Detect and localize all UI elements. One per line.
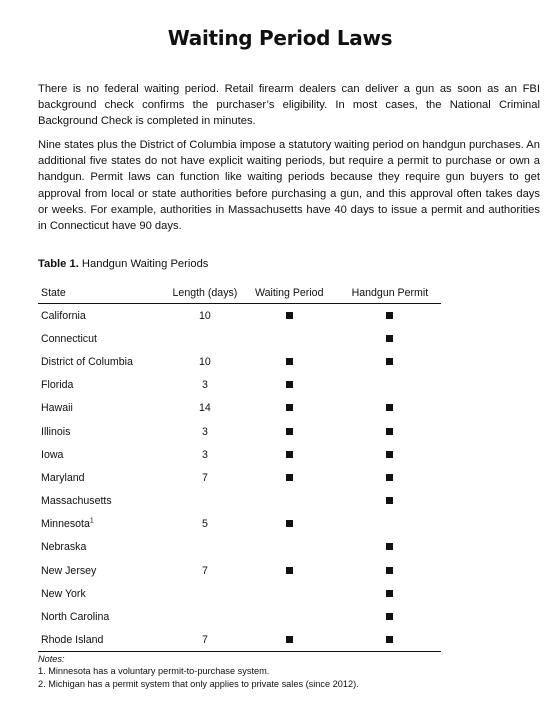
table-caption bbox=[38, 258, 208, 270]
cell-handgun-permit bbox=[339, 443, 441, 466]
black-square-icon bbox=[286, 567, 293, 574]
cell-handgun-permit bbox=[339, 466, 441, 489]
cell-handgun-permit bbox=[339, 536, 441, 559]
cell-length-days bbox=[170, 327, 239, 350]
black-square-icon bbox=[386, 451, 393, 458]
cell-waiting-period bbox=[240, 605, 339, 628]
cell-handgun-permit bbox=[339, 490, 441, 513]
table-row bbox=[38, 374, 441, 397]
note-item: 2. Michigan has a permit system that only applies to private sales (since 2012). bbox=[38, 678, 359, 689]
table-caption-label: Table 1. bbox=[38, 258, 79, 270]
notes-label: Notes: bbox=[38, 654, 65, 664]
table-row bbox=[38, 397, 441, 420]
table-row bbox=[38, 327, 441, 350]
table-row bbox=[38, 490, 441, 513]
cell-waiting-period bbox=[240, 304, 339, 328]
cell-length-days bbox=[170, 605, 239, 628]
state-name: New Jersey bbox=[41, 564, 97, 577]
black-square-icon bbox=[386, 404, 393, 411]
cell-handgun-permit bbox=[339, 327, 441, 350]
state-name: Iowa bbox=[41, 448, 64, 461]
black-square-icon bbox=[386, 335, 393, 342]
state-name: Hawaii bbox=[41, 402, 73, 415]
cell-state bbox=[38, 350, 170, 373]
table-notes bbox=[38, 653, 359, 690]
column-header-handgun-permit: Handgun Permit bbox=[339, 283, 441, 304]
cell-handgun-permit bbox=[339, 420, 441, 443]
cell-handgun-permit bbox=[339, 629, 441, 652]
black-square-icon bbox=[286, 474, 293, 481]
cell-length-days bbox=[170, 490, 239, 513]
cell-waiting-period bbox=[240, 513, 339, 536]
black-square-icon bbox=[386, 567, 393, 574]
cell-state bbox=[38, 443, 170, 466]
cell-state bbox=[38, 559, 170, 582]
black-square-icon bbox=[386, 590, 393, 597]
cell-state bbox=[38, 374, 170, 397]
cell-state bbox=[38, 397, 170, 420]
cell-waiting-period bbox=[240, 327, 339, 350]
state-name: District of Columbia bbox=[41, 355, 133, 368]
black-square-icon bbox=[286, 520, 293, 527]
state-name: North Carolina bbox=[41, 611, 110, 624]
permit-paragraph: Nine states plus the District of Columbia impose a statutory waiting period on handgun purchases. An additional five states do not have explicit waiting periods, but require a permit to purchase or own a handgun. Permit laws can function like waiting periods because they require gun buyers to get approval from local or state authorities before purchasing a gun, and this approval often takes days or weeks. For example, authorities in Massachusetts have 40 days to issue a permit and authorities in Connecticut have 90 days. bbox=[38, 139, 540, 233]
table-row bbox=[38, 466, 441, 489]
cell-length-days: 3 bbox=[201, 425, 208, 438]
table-row bbox=[38, 582, 441, 605]
cell-state bbox=[38, 466, 170, 489]
state-name: Maryland bbox=[41, 471, 85, 484]
black-square-icon bbox=[286, 636, 293, 643]
cell-length-days bbox=[170, 582, 239, 605]
cell-state bbox=[38, 304, 170, 328]
cell-state bbox=[38, 420, 170, 443]
table-row bbox=[38, 350, 441, 373]
waiting-period-table bbox=[38, 283, 441, 652]
black-square-icon bbox=[286, 312, 293, 319]
cell-handgun-permit bbox=[339, 304, 441, 328]
cell-state bbox=[38, 582, 170, 605]
cell-length-days: 14 bbox=[199, 402, 211, 415]
cell-waiting-period bbox=[240, 629, 339, 652]
intro-paragraph: There is no federal waiting period. Retail firearm dealers can deliver a gun as soon as an FBI background check confirms the purchaser’s eligibility. In most cases, the National Criminal Background Check is completed in minutes. bbox=[38, 83, 540, 128]
black-square-icon bbox=[386, 358, 393, 365]
cell-waiting-period bbox=[240, 536, 339, 559]
state-name: Massachusetts bbox=[41, 495, 112, 508]
cell-waiting-period bbox=[240, 466, 339, 489]
cell-handgun-permit bbox=[339, 513, 441, 536]
state-name: Florida bbox=[41, 379, 74, 392]
table-header-row bbox=[38, 283, 441, 304]
table-row bbox=[38, 559, 441, 582]
cell-state bbox=[38, 536, 170, 559]
cell-state bbox=[38, 513, 170, 536]
state-name: Illinois bbox=[41, 425, 71, 438]
state-name: California bbox=[41, 309, 86, 322]
footnote-marker: 1 bbox=[89, 517, 94, 525]
black-square-icon bbox=[286, 358, 293, 365]
cell-length-days: 5 bbox=[201, 518, 208, 531]
cell-state bbox=[38, 629, 170, 652]
state-name: New York bbox=[41, 587, 86, 600]
cell-waiting-period bbox=[240, 443, 339, 466]
black-square-icon bbox=[286, 381, 293, 388]
black-square-icon bbox=[386, 613, 393, 620]
cell-length-days: 7 bbox=[170, 629, 239, 652]
cell-handgun-permit bbox=[339, 582, 441, 605]
black-square-icon bbox=[386, 474, 393, 481]
table-row bbox=[38, 443, 441, 466]
column-header-state: State bbox=[38, 283, 170, 304]
cell-handgun-permit bbox=[339, 374, 441, 397]
state-name: Minnesota bbox=[41, 518, 90, 531]
black-square-icon bbox=[286, 404, 293, 411]
cell-length-days: 7 bbox=[201, 564, 208, 577]
cell-waiting-period bbox=[240, 420, 339, 443]
cell-state bbox=[38, 605, 170, 628]
cell-waiting-period bbox=[240, 582, 339, 605]
cell-handgun-permit bbox=[339, 605, 441, 628]
cell-length-days: 3 bbox=[201, 448, 208, 461]
cell-length-days: 10 bbox=[199, 355, 211, 368]
table-row bbox=[38, 605, 441, 628]
cell-waiting-period bbox=[240, 350, 339, 373]
state-name: Rhode Island bbox=[41, 633, 104, 646]
cell-state bbox=[38, 327, 170, 350]
black-square-icon bbox=[386, 428, 393, 435]
cell-waiting-period bbox=[240, 559, 339, 582]
table-row bbox=[38, 536, 441, 559]
table-row bbox=[38, 304, 441, 328]
black-square-icon bbox=[386, 312, 393, 319]
table-row bbox=[38, 420, 441, 443]
black-square-icon bbox=[386, 543, 393, 550]
note-item: 1. Minnesota has a voluntary permit-to-purchase system. bbox=[38, 666, 270, 677]
cell-waiting-period bbox=[240, 397, 339, 420]
cell-length-days: 7 bbox=[201, 471, 208, 484]
cell-length-days: 3 bbox=[201, 379, 208, 392]
column-header-waiting-period: Waiting Period bbox=[240, 283, 339, 304]
black-square-icon bbox=[386, 497, 393, 504]
state-name: Nebraska bbox=[41, 541, 87, 554]
cell-state bbox=[38, 490, 170, 513]
cell-handgun-permit bbox=[339, 559, 441, 582]
black-square-icon bbox=[286, 451, 293, 458]
cell-handgun-permit bbox=[339, 350, 441, 373]
page-title: Waiting Period Laws bbox=[167, 26, 393, 50]
table-row bbox=[38, 513, 441, 536]
cell-handgun-permit bbox=[339, 397, 441, 420]
column-header-length: Length (days) bbox=[170, 283, 239, 304]
table-row bbox=[38, 629, 441, 652]
table-body bbox=[38, 304, 441, 652]
table-caption-text: Handgun Waiting Periods bbox=[78, 258, 209, 270]
black-square-icon bbox=[386, 636, 393, 643]
black-square-icon bbox=[286, 428, 293, 435]
cell-waiting-period bbox=[240, 374, 339, 397]
cell-length-days bbox=[170, 536, 239, 559]
cell-length-days: 10 bbox=[199, 309, 211, 322]
cell-waiting-period bbox=[240, 490, 339, 513]
state-name: Connecticut bbox=[41, 332, 97, 345]
